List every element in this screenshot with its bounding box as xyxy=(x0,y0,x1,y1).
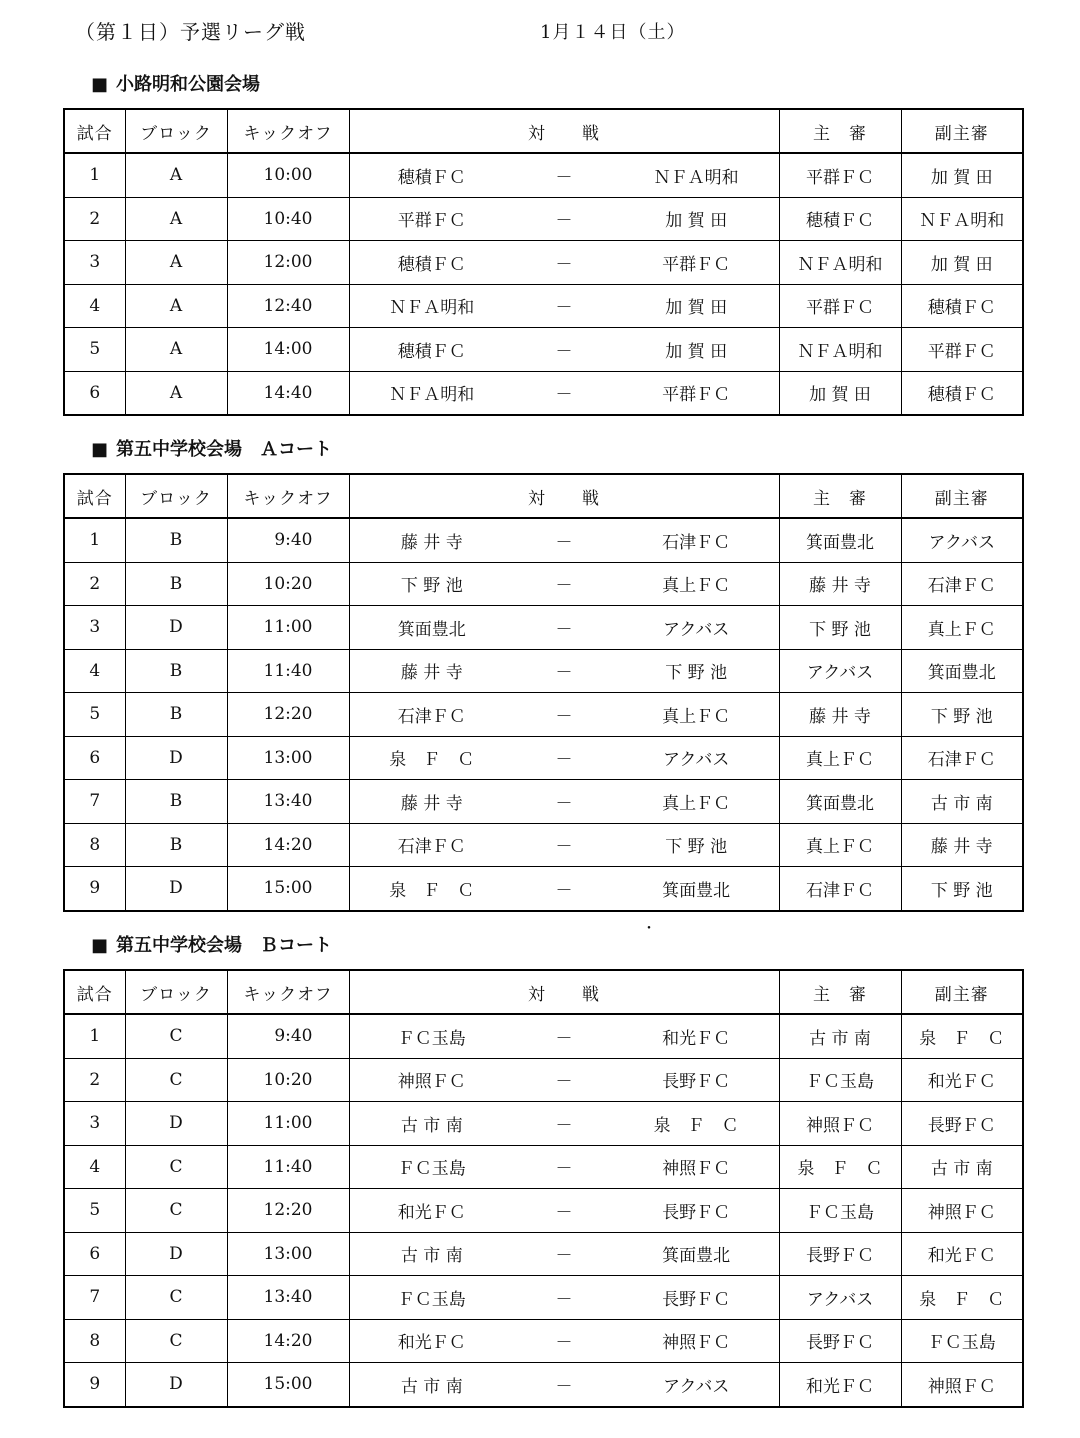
away-team: 加 賀 田 xyxy=(665,341,728,362)
away-team: 平群ＦＣ xyxy=(662,254,731,275)
away-team: 長野ＦＣ xyxy=(662,1202,731,1223)
block-cell: B xyxy=(125,562,227,606)
header-referee: 主 審 xyxy=(779,474,901,518)
away-team: アクバス xyxy=(662,619,730,640)
venue-section-komichi xyxy=(63,72,1024,416)
kickoff-time: 12:20 xyxy=(227,1189,349,1233)
home-team: ＮＦＡ明和 xyxy=(389,298,475,319)
header-block: ブロック xyxy=(125,970,227,1014)
kickoff-time: 15:00 xyxy=(227,1363,349,1407)
header-kickoff: キックオフ xyxy=(227,109,349,153)
block-cell: A xyxy=(125,241,227,285)
match-number: 6 xyxy=(64,371,125,415)
table-row xyxy=(64,1232,1023,1276)
referee-cell: ＦＣ玉島 xyxy=(779,1189,901,1233)
kickoff-time: 9:40 xyxy=(227,1014,349,1058)
table-header-row xyxy=(64,970,1023,1014)
square-bullet-icon: ■ xyxy=(91,74,109,95)
kickoff-time: 10:20 xyxy=(227,1058,349,1102)
block-cell: B xyxy=(125,780,227,824)
header-block: ブロック xyxy=(125,109,227,153)
match-number: 3 xyxy=(64,1102,125,1146)
match-number: 6 xyxy=(64,736,125,780)
table-header-row xyxy=(64,474,1023,518)
kickoff-time: 13:00 xyxy=(227,1232,349,1276)
section-heading xyxy=(91,933,1024,969)
table-row xyxy=(64,1145,1023,1189)
block-cell: B xyxy=(125,823,227,867)
venue-section-daigo-a xyxy=(63,437,1024,912)
table-row xyxy=(64,606,1023,650)
away-team: 加 賀 田 xyxy=(665,298,728,319)
away-team: 神照ＦＣ xyxy=(662,1159,731,1180)
referee-cell: 真上ＦＣ xyxy=(779,736,901,780)
header-kickoff: キックオフ xyxy=(227,474,349,518)
away-team: 箕面豊北 xyxy=(662,880,731,901)
home-team: 古 市 南 xyxy=(400,1376,463,1397)
table-row xyxy=(64,518,1023,562)
block-cell: D xyxy=(125,736,227,780)
referee-cell: 長野ＦＣ xyxy=(779,1319,901,1363)
section-heading xyxy=(91,437,1024,473)
matchup-cell xyxy=(349,780,779,824)
assistant-referee-cell: 神照ＦＣ xyxy=(901,1363,1023,1407)
assistant-referee-cell: 石津ＦＣ xyxy=(901,736,1023,780)
table-row xyxy=(64,562,1023,606)
home-team: ＮＦＡ明和 xyxy=(389,385,475,406)
away-team: 箕面豊北 xyxy=(662,1246,731,1267)
table-row xyxy=(64,371,1023,415)
header-versus: 対 戦 xyxy=(349,109,779,153)
versus-dash: － xyxy=(555,750,573,771)
schedule-table xyxy=(63,473,1024,912)
table-row xyxy=(64,649,1023,693)
matchup-cell xyxy=(349,153,779,197)
table-row xyxy=(64,197,1023,241)
matchup-cell xyxy=(349,1145,779,1189)
home-team: 下 野 池 xyxy=(400,576,463,597)
block-cell: C xyxy=(125,1276,227,1320)
match-number: 1 xyxy=(64,518,125,562)
kickoff-time: 12:40 xyxy=(227,284,349,328)
referee-cell: 長野ＦＣ xyxy=(779,1232,901,1276)
matchup-cell xyxy=(349,693,779,737)
home-team: 藤 井 寺 xyxy=(400,793,463,814)
match-number: 2 xyxy=(64,562,125,606)
match-number: 5 xyxy=(64,693,125,737)
versus-dash: － xyxy=(555,385,573,406)
away-team: 神照ＦＣ xyxy=(662,1333,731,1354)
match-number: 8 xyxy=(64,823,125,867)
versus-dash: － xyxy=(555,793,573,814)
match-number: 3 xyxy=(64,241,125,285)
home-team: 藤 井 寺 xyxy=(400,532,463,553)
match-number: 7 xyxy=(64,780,125,824)
match-number: 2 xyxy=(64,197,125,241)
versus-dash: － xyxy=(555,837,573,858)
away-team: ＮＦＡ明和 xyxy=(653,167,739,188)
referee-cell: 真上ＦＣ xyxy=(779,823,901,867)
matchup-cell xyxy=(349,823,779,867)
match-number: 9 xyxy=(64,867,125,911)
assistant-referee-cell: 和光ＦＣ xyxy=(901,1058,1023,1102)
assistant-referee-cell: アクバス xyxy=(901,518,1023,562)
matchup-cell xyxy=(349,1363,779,1407)
home-team: ＦＣ玉島 xyxy=(397,1028,466,1049)
header-assistant: 副主審 xyxy=(901,474,1023,518)
table-row xyxy=(64,867,1023,911)
match-number: 4 xyxy=(64,649,125,693)
referee-cell: 平群ＦＣ xyxy=(779,284,901,328)
venue-name: 小路明和公園会場 xyxy=(116,74,261,95)
versus-dash: － xyxy=(555,1072,573,1093)
referee-cell: ＮＦＡ明和 xyxy=(779,328,901,372)
venue-name: 第五中学校会場 Ａコート xyxy=(116,439,333,460)
header-match: 試合 xyxy=(64,970,125,1014)
page-date: 1月１４日（土） xyxy=(540,22,686,43)
kickoff-time: 10:20 xyxy=(227,562,349,606)
block-cell: D xyxy=(125,1102,227,1146)
referee-cell: 和光ＦＣ xyxy=(779,1363,901,1407)
away-team: 平群ＦＣ xyxy=(662,385,731,406)
versus-dash: － xyxy=(555,1246,573,1267)
header-match: 試合 xyxy=(64,109,125,153)
referee-cell: 穂積ＦＣ xyxy=(779,197,901,241)
match-number: 9 xyxy=(64,1363,125,1407)
assistant-referee-cell: 下 野 池 xyxy=(901,693,1023,737)
versus-dash: － xyxy=(555,167,573,188)
table-row xyxy=(64,823,1023,867)
matchup-cell xyxy=(349,241,779,285)
block-cell: A xyxy=(125,328,227,372)
matchup-cell xyxy=(349,1232,779,1276)
matchup-cell xyxy=(349,1276,779,1320)
header-assistant: 副主審 xyxy=(901,970,1023,1014)
header-versus: 対 戦 xyxy=(349,474,779,518)
block-cell: D xyxy=(125,1232,227,1276)
block-cell: C xyxy=(125,1058,227,1102)
versus-dash: － xyxy=(555,298,573,319)
table-row xyxy=(64,1276,1023,1320)
block-cell: D xyxy=(125,867,227,911)
kickoff-time: 15:00 xyxy=(227,867,349,911)
assistant-referee-cell: 長野ＦＣ xyxy=(901,1102,1023,1146)
matchup-cell xyxy=(349,562,779,606)
versus-dash: － xyxy=(555,1376,573,1397)
table-row xyxy=(64,328,1023,372)
matchup-cell xyxy=(349,606,779,650)
away-team: 下 野 池 xyxy=(665,663,728,684)
assistant-referee-cell: 平群ＦＣ xyxy=(901,328,1023,372)
block-cell: D xyxy=(125,606,227,650)
kickoff-time: 12:00 xyxy=(227,241,349,285)
header-referee: 主 審 xyxy=(779,109,901,153)
block-cell: A xyxy=(125,153,227,197)
match-number: 4 xyxy=(64,284,125,328)
block-cell: A xyxy=(125,284,227,328)
header-match: 試合 xyxy=(64,474,125,518)
home-team: 石津ＦＣ xyxy=(397,706,466,727)
match-number: 5 xyxy=(64,328,125,372)
matchup-cell xyxy=(349,1319,779,1363)
versus-dash: － xyxy=(555,1289,573,1310)
square-bullet-icon: ■ xyxy=(91,439,109,460)
referee-cell: 古 市 南 xyxy=(779,1014,901,1058)
assistant-referee-cell: 泉 Ｆ Ｃ xyxy=(901,1014,1023,1058)
match-number: 4 xyxy=(64,1145,125,1189)
versus-dash: － xyxy=(555,619,573,640)
away-team: 長野ＦＣ xyxy=(662,1072,731,1093)
versus-dash: － xyxy=(555,706,573,727)
assistant-referee-cell: 石津ＦＣ xyxy=(901,562,1023,606)
versus-dash: － xyxy=(555,576,573,597)
table-row xyxy=(64,1319,1023,1363)
kickoff-time: 11:40 xyxy=(227,649,349,693)
block-cell: C xyxy=(125,1189,227,1233)
away-team: 長野ＦＣ xyxy=(662,1289,731,1310)
schedule-table xyxy=(63,108,1024,416)
match-number: 7 xyxy=(64,1276,125,1320)
matchup-cell xyxy=(349,867,779,911)
kickoff-time: 14:00 xyxy=(227,328,349,372)
table-row xyxy=(64,780,1023,824)
away-team: 真上ＦＣ xyxy=(662,706,731,727)
venue-name: 第五中学校会場 Ｂコート xyxy=(116,935,333,956)
versus-dash: － xyxy=(555,1333,573,1354)
matchup-cell xyxy=(349,284,779,328)
match-number: 5 xyxy=(64,1189,125,1233)
home-team: 石津ＦＣ xyxy=(397,837,466,858)
matchup-cell xyxy=(349,1189,779,1233)
matchup-cell xyxy=(349,328,779,372)
match-number: 1 xyxy=(64,1014,125,1058)
table-row xyxy=(64,241,1023,285)
home-team: 和光ＦＣ xyxy=(397,1202,466,1223)
assistant-referee-cell: 穂積ＦＣ xyxy=(901,371,1023,415)
versus-dash: － xyxy=(555,1115,573,1136)
home-team: 泉 Ｆ Ｃ xyxy=(389,750,475,771)
matchup-cell xyxy=(349,197,779,241)
table-header-row xyxy=(64,109,1023,153)
block-cell: A xyxy=(125,371,227,415)
home-team: 泉 Ｆ Ｃ xyxy=(389,880,475,901)
block-cell: C xyxy=(125,1014,227,1058)
assistant-referee-cell: 神照ＦＣ xyxy=(901,1189,1023,1233)
header-referee: 主 審 xyxy=(779,970,901,1014)
versus-dash: － xyxy=(555,254,573,275)
assistant-referee-cell: 古 市 南 xyxy=(901,1145,1023,1189)
away-team: 石津ＦＣ xyxy=(662,532,731,553)
kickoff-time: 11:40 xyxy=(227,1145,349,1189)
away-team: 和光ＦＣ xyxy=(662,1028,731,1049)
kickoff-time: 10:40 xyxy=(227,197,349,241)
matchup-cell xyxy=(349,518,779,562)
kickoff-time: 9:40 xyxy=(227,518,349,562)
match-number: 3 xyxy=(64,606,125,650)
kickoff-time: 14:40 xyxy=(227,371,349,415)
home-team: 穂積ＦＣ xyxy=(397,167,466,188)
assistant-referee-cell: 泉 Ｆ Ｃ xyxy=(901,1276,1023,1320)
header-assistant: 副主審 xyxy=(901,109,1023,153)
kickoff-time: 10:00 xyxy=(227,153,349,197)
table-row xyxy=(64,1058,1023,1102)
block-cell: A xyxy=(125,197,227,241)
versus-dash: － xyxy=(555,532,573,553)
section-heading xyxy=(91,72,1024,108)
table-row xyxy=(64,1014,1023,1058)
home-team: 和光ＦＣ xyxy=(397,1333,466,1354)
home-team: 藤 井 寺 xyxy=(400,663,463,684)
match-number: 6 xyxy=(64,1232,125,1276)
page-title: （第１日）予選リーグ戦 xyxy=(75,20,306,44)
kickoff-time: 12:20 xyxy=(227,693,349,737)
home-team: 穂積ＦＣ xyxy=(397,341,466,362)
kickoff-time: 11:00 xyxy=(227,606,349,650)
block-cell: B xyxy=(125,649,227,693)
versus-dash: － xyxy=(555,341,573,362)
away-team: 下 野 池 xyxy=(665,837,728,858)
versus-dash: － xyxy=(555,1202,573,1223)
kickoff-time: 11:00 xyxy=(227,1102,349,1146)
matchup-cell xyxy=(349,1058,779,1102)
versus-dash: － xyxy=(555,1159,573,1180)
table-row xyxy=(64,1363,1023,1407)
block-cell: B xyxy=(125,693,227,737)
header-versus: 対 戦 xyxy=(349,970,779,1014)
table-row xyxy=(64,153,1023,197)
home-team: 穂積ＦＣ xyxy=(397,254,466,275)
kickoff-time: 13:40 xyxy=(227,780,349,824)
matchup-cell xyxy=(349,1102,779,1146)
referee-cell: 箕面豊北 xyxy=(779,780,901,824)
square-bullet-icon: ■ xyxy=(91,935,109,956)
matchup-cell xyxy=(349,736,779,780)
schedule-table xyxy=(63,969,1024,1408)
away-team: 泉 Ｆ Ｃ xyxy=(653,1115,739,1136)
referee-cell: ＦＣ玉島 xyxy=(779,1058,901,1102)
versus-dash: － xyxy=(555,663,573,684)
block-cell: D xyxy=(125,1363,227,1407)
assistant-referee-cell: ＮＦＡ明和 xyxy=(901,197,1023,241)
versus-dash: － xyxy=(555,880,573,901)
stray-dot: ・ xyxy=(642,921,656,937)
away-team: アクバス xyxy=(662,1376,730,1397)
away-team: 真上ＦＣ xyxy=(662,793,731,814)
referee-cell: 藤 井 寺 xyxy=(779,562,901,606)
assistant-referee-cell: 箕面豊北 xyxy=(901,649,1023,693)
home-team: ＦＣ玉島 xyxy=(397,1159,466,1180)
home-team: 箕面豊北 xyxy=(397,619,466,640)
matchup-cell xyxy=(349,1014,779,1058)
kickoff-time: 14:20 xyxy=(227,1319,349,1363)
block-cell: C xyxy=(125,1145,227,1189)
table-row xyxy=(64,693,1023,737)
referee-cell: 加 賀 田 xyxy=(779,371,901,415)
referee-cell: 泉 Ｆ Ｃ xyxy=(779,1145,901,1189)
assistant-referee-cell: 真上ＦＣ xyxy=(901,606,1023,650)
referee-cell: アクバス xyxy=(779,1276,901,1320)
matchup-cell xyxy=(349,649,779,693)
referee-cell: ＮＦＡ明和 xyxy=(779,241,901,285)
referee-cell: 箕面豊北 xyxy=(779,518,901,562)
assistant-referee-cell: 和光ＦＣ xyxy=(901,1232,1023,1276)
kickoff-time: 13:40 xyxy=(227,1276,349,1320)
table-row xyxy=(64,1189,1023,1233)
match-number: 8 xyxy=(64,1319,125,1363)
away-team: 真上ＦＣ xyxy=(662,576,731,597)
assistant-referee-cell: 下 野 池 xyxy=(901,867,1023,911)
away-team: 加 賀 田 xyxy=(665,211,728,232)
match-number: 1 xyxy=(64,153,125,197)
block-cell: C xyxy=(125,1319,227,1363)
assistant-referee-cell: 加 賀 田 xyxy=(901,153,1023,197)
referee-cell: アクバス xyxy=(779,649,901,693)
home-team: 平群ＦＣ xyxy=(397,211,466,232)
table-row xyxy=(64,284,1023,328)
versus-dash: － xyxy=(555,1028,573,1049)
referee-cell: 神照ＦＣ xyxy=(779,1102,901,1146)
assistant-referee-cell: ＦＣ玉島 xyxy=(901,1319,1023,1363)
kickoff-time: 14:20 xyxy=(227,823,349,867)
block-cell: B xyxy=(125,518,227,562)
assistant-referee-cell: 藤 井 寺 xyxy=(901,823,1023,867)
header-block: ブロック xyxy=(125,474,227,518)
table-row xyxy=(64,736,1023,780)
assistant-referee-cell: 古 市 南 xyxy=(901,780,1023,824)
versus-dash: － xyxy=(555,211,573,232)
assistant-referee-cell: 加 賀 田 xyxy=(901,241,1023,285)
venue-section-daigo-b xyxy=(63,933,1024,1408)
table-row xyxy=(64,1102,1023,1146)
home-team: 古 市 南 xyxy=(400,1246,463,1267)
kickoff-time: 13:00 xyxy=(227,736,349,780)
away-team: アクバス xyxy=(662,750,730,771)
referee-cell: 下 野 池 xyxy=(779,606,901,650)
referee-cell: 石津ＦＣ xyxy=(779,867,901,911)
home-team: 古 市 南 xyxy=(400,1115,463,1136)
home-team: 神照ＦＣ xyxy=(397,1072,466,1093)
home-team: ＦＣ玉島 xyxy=(397,1289,466,1310)
referee-cell: 藤 井 寺 xyxy=(779,693,901,737)
match-number: 2 xyxy=(64,1058,125,1102)
matchup-cell xyxy=(349,371,779,415)
assistant-referee-cell: 穂積ＦＣ xyxy=(901,284,1023,328)
referee-cell: 平群ＦＣ xyxy=(779,153,901,197)
header-kickoff: キックオフ xyxy=(227,970,349,1014)
